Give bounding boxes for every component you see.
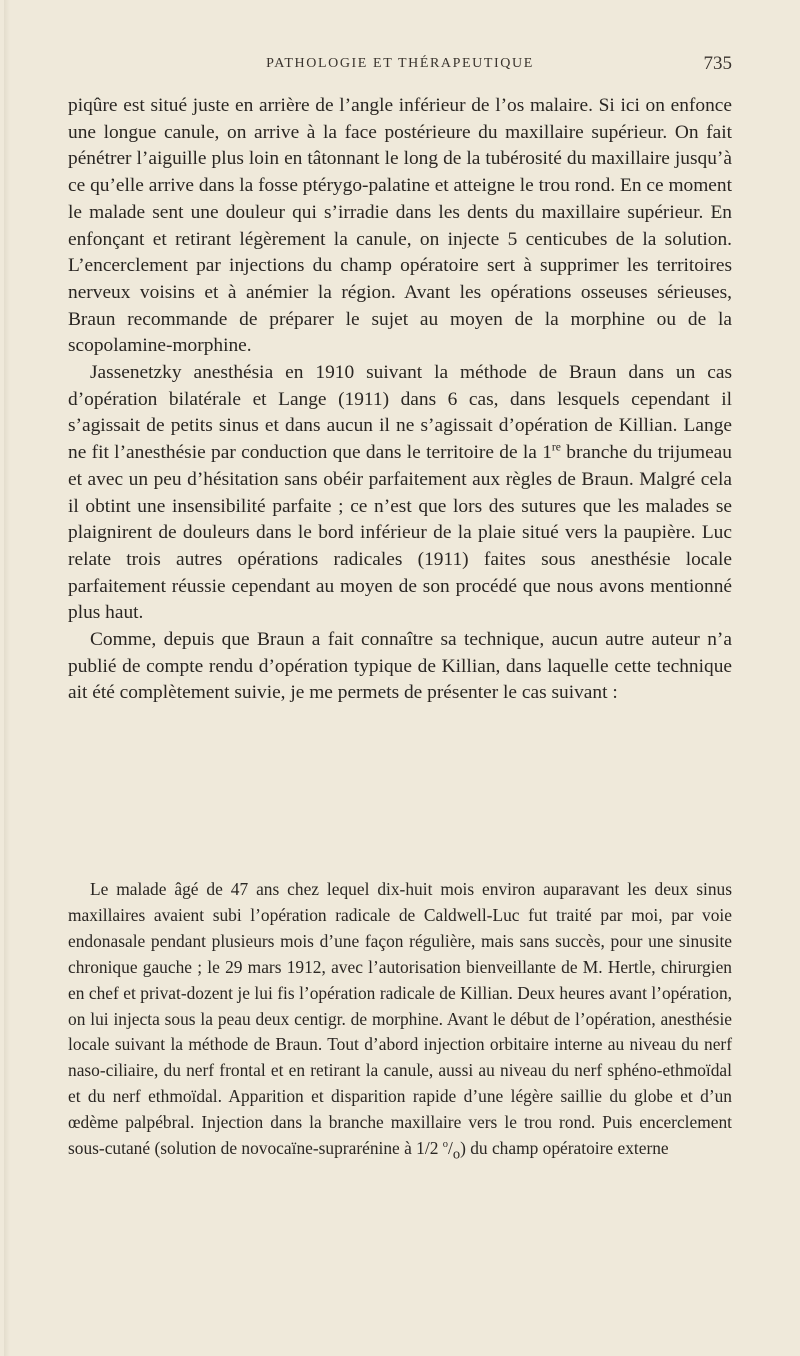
case-report	[68, 877, 732, 1168]
page-gutter-shadow	[4, 0, 10, 1356]
case-report-text: Le malade âgé de 47 ans chez lequel dix-huit mois environ auparavant les deux sinus maxillaires avaient subi l’opération radicale de Caldwell-Luc fut traité par moi, par voie endonasale pendant plusieurs mois d’une façon régulière, mais sans succès, pour une sinusite chronique gauche ; le 29 mars 1912, avec l’autorisation bienveillante de M. Hertle, chirurgien en chef et privat-dozent je lui fis l’opération radicale de Killian. Deux heures avant l’opération, on lui injecta sous la peau deux centigr. de morphine. Avant le début de l’opération, anesthésie locale suivant la méthode de Braun. Tout d’abord injection orbitaire interne au niveau du nerf naso-ciliaire, du nerf frontal et en retirant la canule, aussi au niveau du nerf sphéno-ethmoïdal et du nerf ethmoïdal. Apparition et disparition rapide d’une légère saillie du globe et d’un œdème palpébral. Injection dans la branche maxillaire vers le trou rond. Puis encerclement sous-cutané (solution de novocaïne-suprarénine à 1/2	[68, 879, 732, 1159]
percent-slash: /	[447, 1138, 453, 1159]
paragraph-3: Comme, depuis que Braun a fait connaître sa technique, aucun autre auteur n’a publié de compte rendu d’opération typique de Killian, dans laquelle cette technique ait été complètement suivie, je me permets de présenter le cas suivant :	[68, 629, 732, 704]
paragraph-1: piqûre est situé juste en arrière de l’angle inférieur de l’os malaire. Si ici on enfonce une longue canule, on arrive à la face postérieure du maxillaire supérieur. On fait pénétrer l’aiguille plus loin en tâtonnant le long de la tubérosité du maxillaire jusqu’à ce qu’elle arrive dans la fosse ptérygo-palatine et atteigne le trou rond. En ce moment le malade sent une douleur qui s’irradie dans les dents du maxillaire supérieur. En enfonçant et retirant légèrement la canule, on injecte 5 centicubes de la solution. L’encerclement par injections du champ opératoire sert à supprimer les territoires nerveux voisins et à anémier la région. Avant les opérations osseuses sérieuses, Braun recommande de préparer le sujet au moyen de la morphine ou de la scopolamine-morphine.	[68, 95, 732, 357]
ordinal-superscript: re	[551, 440, 561, 454]
percent-sub: o	[452, 1146, 461, 1163]
page-header	[68, 53, 732, 82]
page-number: 735	[703, 53, 732, 74]
paragraph-2	[68, 360, 732, 627]
main-text	[68, 93, 732, 707]
paragraph-2-text-a: Jassenetzky anesthésia en 1910 suivant la méthode de Braun dans un cas d’opération bilatérale et Lange (1911) dans 6 cas, dans lesquels cependant il s’agissait de petits sinus et dans aucun il ne s’agissait d’opération de Killian. Lange ne fit l’anesthésie par conduction que dans le territoire de la 1	[68, 362, 732, 464]
case-report-paragraph	[68, 877, 732, 1168]
paragraph-2-text-b: branche du trijumeau et avec un peu d’hésitation sans obéir parfaitement aux règles de Braun. Malgré cela il obtint une insensibilité parfaite ; ce n’est que lors des sutures que les malades se plaignirent de douleurs dans le bord inférieur de la plaie situé vers la paupière. Luc relate trois autres opérations radicales (1911) faites sous anesthésie locale parfaitement réussie cependant au moyen de son procédé que nous avons mentionné plus haut.	[68, 442, 732, 624]
running-title: PATHOLOGIE ET THÉRAPEUTIQUE	[266, 56, 534, 71]
case-report-text-end: ) du champ opératoire externe	[460, 1138, 669, 1159]
percent-sup: o	[442, 1139, 448, 1151]
